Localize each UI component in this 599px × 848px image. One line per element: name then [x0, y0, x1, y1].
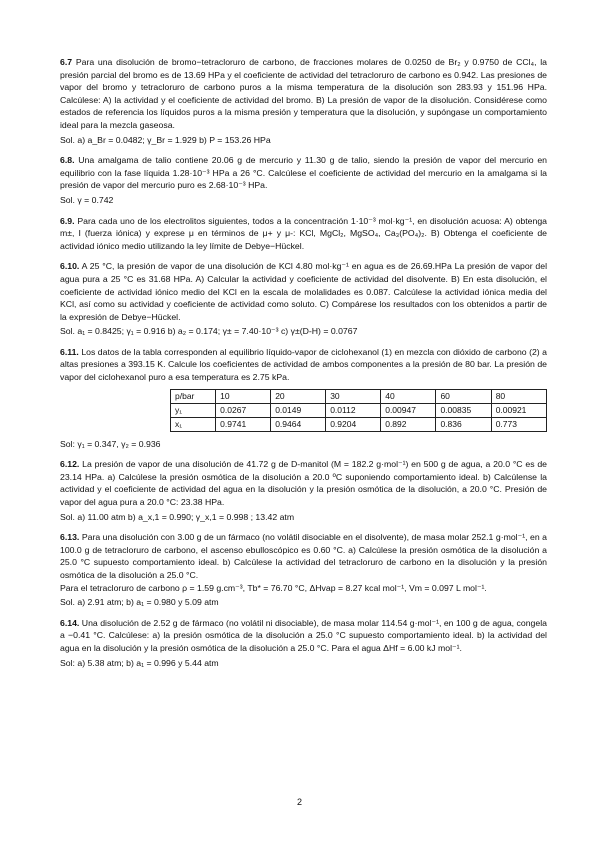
problem-number: 6.12. — [60, 459, 80, 470]
problem-text — [60, 617, 547, 655]
problem-statement: Los datos de la tabla corresponden al equilibrio líquido-vapor de ciclohexanol (1) en mezcla con dióxido de carbono (2) a altas presiones a 393.15 K. Calcule los coeficientes de actividad de ambos componentes a la presión de 80 bar. La presión de vapor del ciclohexanol puro a esa temperatura es 2.75 kPa. — [60, 346, 547, 383]
problem-statement: Una disolución de 2.52 g de fármaco (no volátil ni disociable), de masa molar 114.54 g·mol⁻¹, en 100 g de agua, congela a −0.41 °C. Calcúlese: a) la presión osmótica de la disolución a 25.0 °C supuesto comportamiento ideal. b) la actividad del agua en la disolución y la presión osmótica de la disolución a 25.0 °C. Para el agua ΔHf = 6.00 kJ mol⁻¹. — [60, 617, 547, 653]
problem-text — [60, 56, 547, 132]
table-cell: 0.892 — [381, 417, 436, 431]
vle-data-table — [170, 389, 547, 432]
table-cell: 0.773 — [491, 417, 546, 431]
problem-statement: La presión de vapor de una disolución de 41.72 g de D-manitol (M = 182.2 g·mol⁻¹) en 500 g de agua, a 20.0 °C es de 23.14 HPa. a) Calcúlese la presión osmótica de la disolución a 20.0 ºC suponiendo comportamiento ideal. b) Calcúlense la actividad y el coeficiente de actividad del agua en la disolución y la presión osmótica de la disolución, a 20.0 °C. Presión de vapor del agua pura a 20.0 °C: 23.38 HPa. — [60, 459, 547, 508]
table-cell: 0.0112 — [326, 403, 381, 417]
problem-solution: Sol: γ₁ = 0.347, γ₂ = 0.936 — [60, 438, 161, 449]
problem-solution: Sol: a) 5.38 atm; b) a₁ = 0.996 y 5.44 atm — [60, 657, 219, 668]
table-row — [171, 389, 547, 403]
problem-text — [60, 215, 547, 253]
problem-6-9 — [60, 215, 547, 253]
problem-text — [60, 260, 547, 323]
table-row — [171, 403, 547, 417]
table-cell: 0.9464 — [271, 417, 326, 431]
problem-text — [60, 154, 547, 192]
table-cell: 0.00921 — [491, 403, 546, 417]
problem-6-8 — [60, 154, 547, 206]
table-cell: 0.00835 — [436, 403, 491, 417]
problem-6-13 — [60, 531, 547, 609]
table-cell: 0.9204 — [326, 417, 381, 431]
problem-6-11 — [60, 346, 547, 450]
table-cell: x₁ — [171, 417, 216, 431]
problem-solution: Sol. γ = 0.742 — [60, 194, 114, 205]
table-cell: 0.0267 — [216, 403, 271, 417]
table-cell: 80 — [491, 389, 546, 403]
table-cell: 30 — [326, 389, 381, 403]
table-cell: 60 — [436, 389, 491, 403]
problem-number: 6.11. — [60, 346, 79, 357]
table-cell: p/bar — [171, 389, 216, 403]
table-cell: 0.0149 — [271, 403, 326, 417]
problem-6-7 — [60, 56, 547, 146]
problem-text — [60, 531, 547, 581]
table-cell: 40 — [381, 389, 436, 403]
table-cell: 0.9741 — [216, 417, 271, 431]
table-row — [171, 417, 547, 431]
problem-solution: Sol. a) a_Br = 0.0482; γ_Br = 1.929 b) P = 153.26 HPa — [60, 134, 271, 145]
table-cell: 20 — [271, 389, 326, 403]
page-number: 2 — [296, 797, 302, 807]
problem-6-14 — [60, 617, 547, 669]
problem-number: 6.9. — [60, 215, 75, 226]
problem-6-12 — [60, 458, 547, 523]
problem-number: 6.13. — [60, 532, 80, 543]
problem-solution: Sol. a) 2.91 atm; b) a₁ = 0.980 y 5.09 atm — [60, 597, 219, 608]
problem-statement: Para una disolución de bromo−tetracloruro de carbono, de fracciones molares de 0.0250 de Br₂ y 0.9750 de CCl₄, la presión parcial del bromo es de 13.69 HPa y el coeficiente de actividad del tetracloruro de carbono es 0.942. Las presiones de vapor del bromo y tetracloruro de carbono puros a la misma temperatura de la disolución son 283.93 y 151.96 HPa. Calcúlese: A) la actividad y el coeficiente de actividad del bromo. B) La presión de vapor de la disolución. Considérese como estados de referencia los líquidos puros a la misma presión y temperatura que la disolución, y supóngase un comportamiento ideal para la mezcla gaseosa. — [60, 57, 547, 130]
problem-statement: Una amalgama de talio contiene 20.06 g de mercurio y 11.30 g de talio, siendo la presión de vapor del mercurio en equilibrio con la fase líquida 1.28·10⁻³ HPa a 26 °C. Calcúlese el coeficiente de actividad del mercurio en la amalgama si la presión de vapor del mercurio puro es 2.68·10⁻³ HPa. — [60, 155, 547, 191]
table-cell: 0.00947 — [381, 403, 436, 417]
problem-text — [60, 458, 547, 508]
problem-statement: Para una disolución con 3.00 g de un fármaco (no volátil disociable en el disolvente), de masa molar 252.1 g·mol⁻¹, en a 100.0 g de tetracloruro de carbono, el ascenso ebulloscópico es 0.60 °C. a) Calcúlese la presión osmótica de la disolución a 25.0 °C supuesto comportamiento ideal. b) Calcúlese la actividad del tetracloruro de carbono en la disolución y la presión osmótica de la disolución a 25.0 °C. — [60, 532, 547, 580]
problem-statement: A 25 °C, la presión de vapor de una disolución de KCl 4.80 mol·kg⁻¹ en agua es de 26.69.HPa La presión de vapor del agua pura a 25 °C es 31.68 HPa. A) Calcular la actividad y coeficiente de actividad del disolvente. B) En esta disolución, el coeficiente de actividad iónico medio del KCl en la escala de molalidades es 0.087. Calcúlese la actividad iónica media del KCl, así como su actividad y coeficiente de actividad como soluto. C) Compárese los resultados con los obtenidos a partir de la expresión de Debye−Hückel. — [60, 261, 547, 322]
table-cell: y₁ — [171, 403, 216, 417]
problem-statement: Para cada uno de los electrolitos siguientes, todos a la concentración 1·10⁻³ mol·kg⁻¹, en disolución acuosa: A) obtenga m±, I (fuerza iónica) y exprese μ en términos de μ+ y μ-: KCl, MgCl₂, MgSO₄, Ca₃(PO₄)₂. B) Obtenga el coeficiente de actividad iónico medio utilizando la ley límite de Debye−Hückel. — [60, 215, 547, 251]
problem-constants: Para el tetracloruro de carbono ρ = 1.59 g.cm⁻³, Tb* = 76.70 °C, ΔHvap = 8.27 kcal mol⁻¹, Vm = 0.097 L mol⁻¹. — [60, 582, 487, 593]
problem-number: 6.8. — [60, 155, 75, 166]
problem-text — [60, 346, 547, 384]
table-cell: 0.836 — [436, 417, 491, 431]
problem-solution: Sol. a₁ = 0.8425; γ₁ = 0.916 b) a₂ = 0.174; γ± = 7.40·10⁻³ c) γ±(D-H) = 0.0767 — [60, 326, 358, 337]
problem-6-10 — [60, 260, 547, 338]
problem-number: 6.10. — [60, 261, 80, 272]
problem-number: 6.7 — [60, 57, 73, 67]
problem-solution: Sol. a) 11.00 atm b) a_x,1 = 0.990; γ_x,1 = 0.998 ; 13.42 atm — [60, 511, 295, 522]
table-cell: 10 — [216, 389, 271, 403]
problem-number: 6.14. — [60, 617, 80, 628]
